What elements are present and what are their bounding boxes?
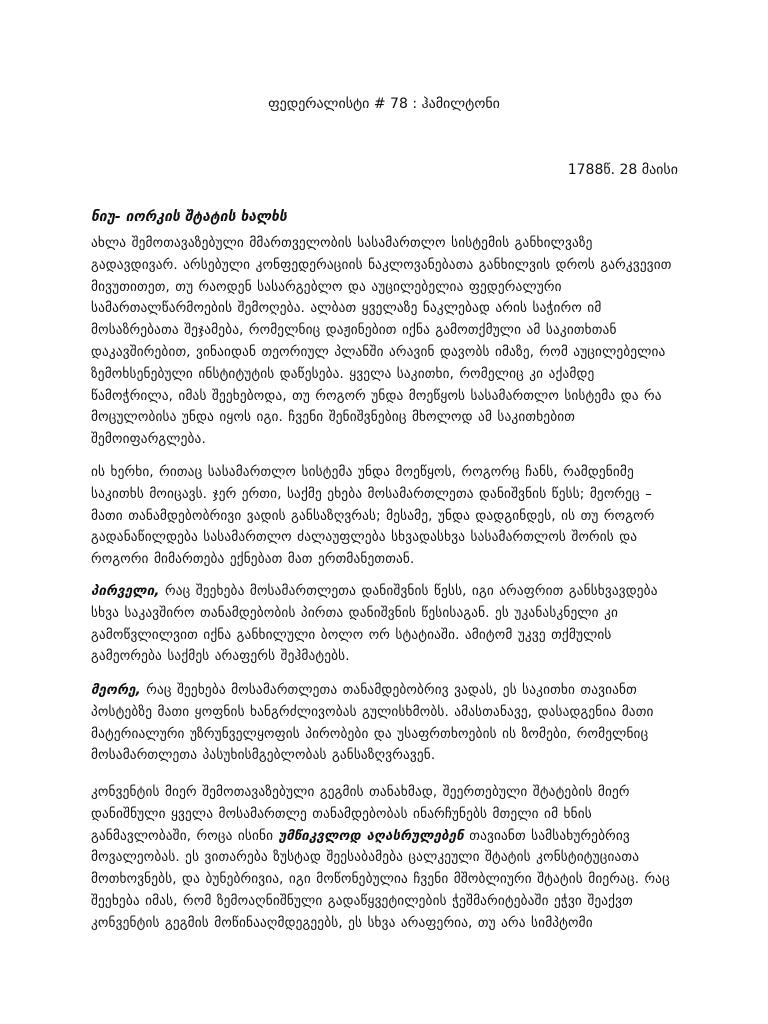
paragraph-3 [91, 581, 681, 668]
paragraph-5-start: კონვენტის მიერ შემოთავაზებული გეგმის თანახმად, შეერთებული შტატების მიერ დანიშნული ყველა მოსამართლე თანამდებობას ინარჩუნებს მთელი იმ ხნის განმავლობაში, როცა ისინი [91, 785, 630, 844]
paragraph-4-lead: მეორე, [91, 683, 141, 698]
paragraph-5-end: თავიანთ სამსახურებრივ მოვალეობას. ეს ვითარება ზუსტად შეესაბამება ცალკეული შტატის კონსტიტუციათა მოთხოვნებს, და ბუნებრივია, იგი მოწონებულია ჩვენი მშობლიური შტატის მიერაც. რაც შეეხება იმას, რომ ზემოაღნიშნული გადაწყვეტილების ჭეშმარიტებაში ეჭვი შეაქვთ კონვენტის გეგმის მოწინააღმდეგეებს, ეს სხვა არაფერია, თუ არა სიმპტომი [91, 828, 670, 931]
paragraph-4-text: რაც შეეხება მოსამართლეთა თანამდებობრივ ვადას, ეს საკითხი თავიანთ პოსტებზე მათი ყოფნის ხანგრძლივობას გულისხმობს. ამასთანავე, დასადგენია მათი მატერიალური უზრუნველყოფის პირობები და უსაფრთხოების ის ზომები, რომელნიც მოსამართლეთა პასუხისმგებლობას განსაზღვრავენ. [91, 683, 654, 764]
document-addressee: ნიუ- იორკის შტატის ხალხს [91, 209, 287, 225]
paragraph-2: ის ხერხი, რითაც სასამართლო სისტემა უნდა მოეწყოს, როგორც ჩანს, რამდენიმე საკითხს მოიცავს. ჯერ ერთი, საქმე ეხება მოსამართლეთა დანიშვნის წესს; მეორეც – მათი თანამდებობრივი ვადის განსაზღვრას; მესამე, უნდა დადგინდეს, ის თუ როგორ გადანაწილდება სასამართლო ძალაუფლება სხვადასხვა სასამართლოს შორის და როგორი მიმართება ექნებათ მათ ერთმანეთთან. [91, 465, 655, 568]
paragraph-5 [91, 782, 681, 935]
paragraph-3-text: რაც შეეხება მოსამართლეთა დანიშვნის წესს, იგი არაფრით განსხვავდება სხვა საკავშირო თანამდებობის პირთა დანიშვნის წესისაგან. ეს უკანასკნელი კი გამოწვლილვით იქნა განხილული ბოლო ორ სტატიაში. ამიტომ უკვე თქმულის გამეორება საქმეს არაფერს შეჰმატებს. [91, 584, 658, 665]
paragraph-3-lead: პირველი, [91, 584, 160, 599]
document-title: ფედერალისტი # 78 : ჰამილტონი [268, 96, 500, 112]
document-date: 1788წ. 28 მაისი [567, 162, 678, 178]
paragraph-5-emphasis: უმწიკვლოდ აღასრულებენ [278, 828, 464, 844]
paragraph-1: ახლა შემოთავაზებული მმართველობის სასამართლო სისტემის განხილვაზე გადავდივარ. არსებული კონფედერაციის ნაკლოვანებათა განხილვის დროს გარკვევით მივუთითეთ, თუ რაოდენ სასარგებლო და აუცილებელია ფედერალური სამართალწარმოების შემოღება. ალბათ ყველაზე ნაკლებად არის საჭირო იმ მოსაზრებათა შეჯამება, რომელნიც დაჟინებით იქნა გამოთქმული ამ საკითხთან დაკავშირებით, ვინაიდან თეორიულ პლანში არავინ დავობს იმაზე, რომ აუცილებელია ზემოხსენებული ინსტიტუტის დაწესება. ყველა საკითხი, რომელიც კი აქამდე წამოჭრილა, იმას შეეხებოდა, თუ როგორ უნდა მოეწყოს სასამართლო სისტემა და რა მოცულობისა უნდა იყოს იგი. ჩვენი შენიშვნებიც მხოლოდ ამ საკითხებით შემოიფარგლება. [91, 236, 672, 448]
paragraph-4 [91, 680, 681, 767]
